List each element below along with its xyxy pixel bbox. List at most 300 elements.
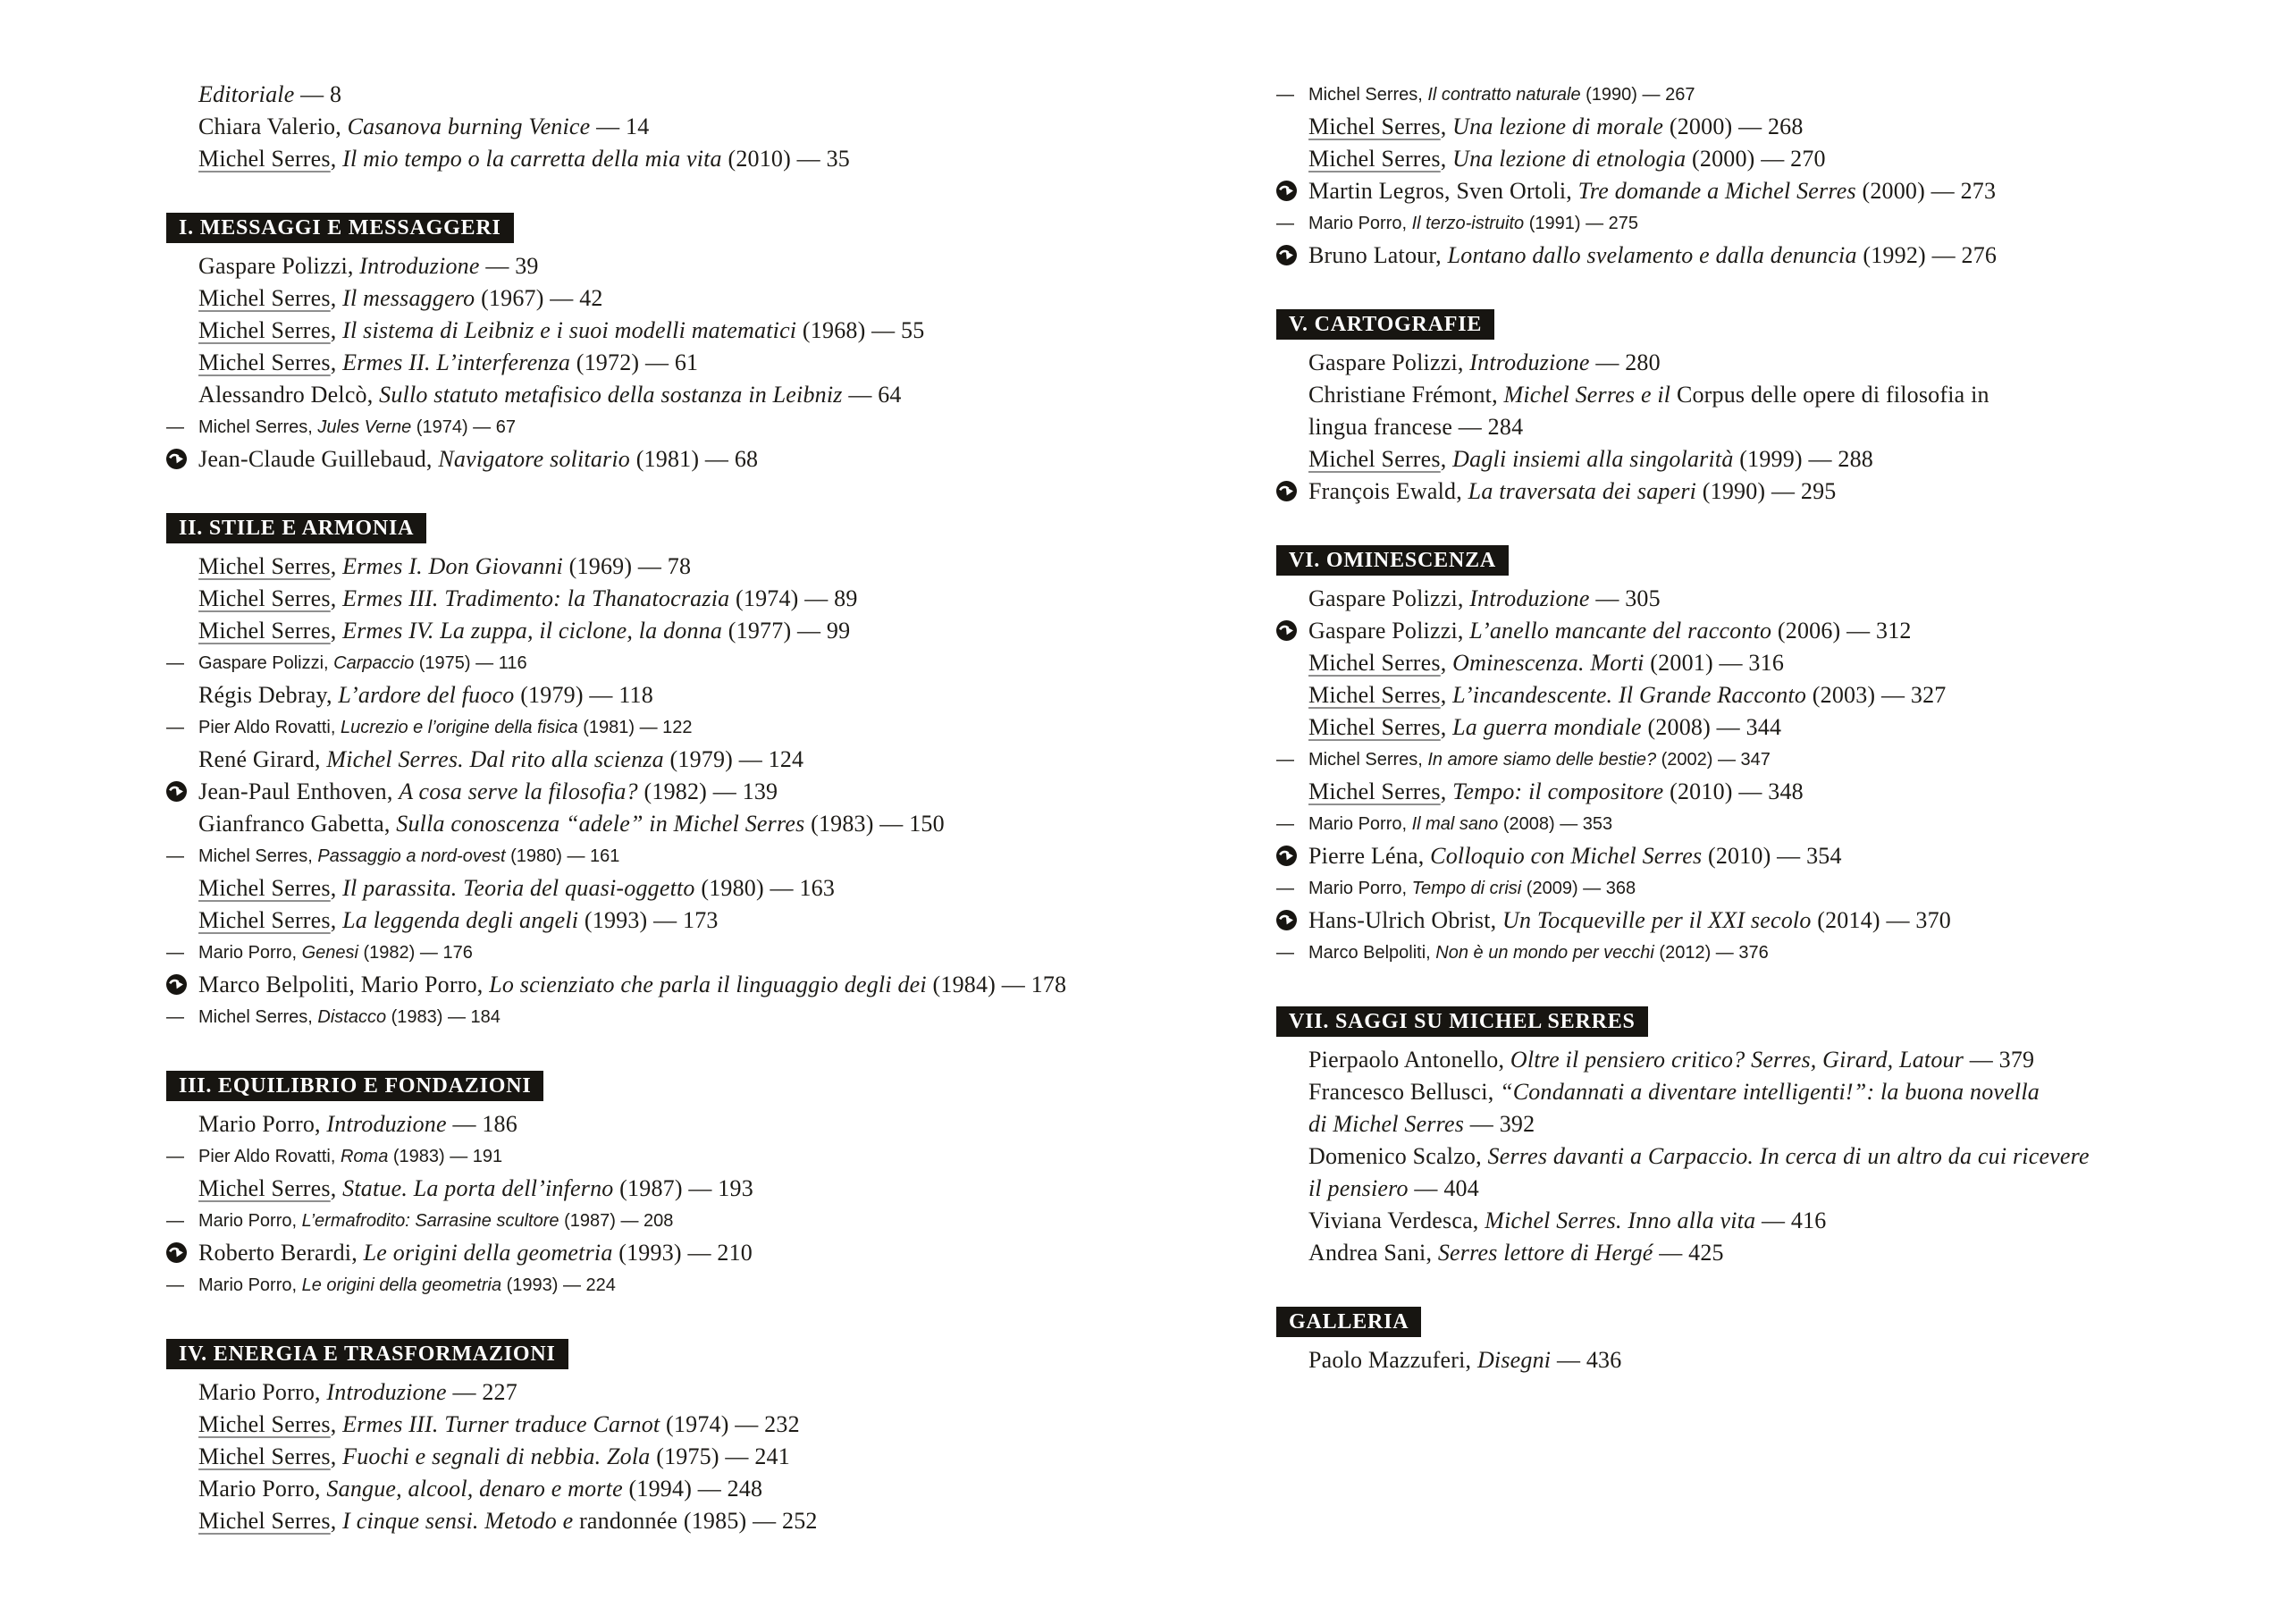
entry-title: Michel Serres. Inno alla vita [1485,1207,1756,1233]
author-link[interactable]: Michel Serres [198,349,331,375]
dash-marker: — [166,718,184,737]
section-header-row [1276,1307,2259,1337]
author-link[interactable]: Michel Serres [198,553,331,579]
entry-text: (1975) — 241 [650,1443,790,1469]
dash-marker: — [166,1211,184,1231]
entry-title: Colloquio con Michel Serres [1430,843,1703,869]
entry-text: , [330,349,343,375]
entry-text: Andrea Sani, [1308,1240,1438,1266]
toc-entry [166,840,1239,872]
section-header-row [166,1071,1239,1101]
entry-text: (2006) — 312 [1771,618,1912,644]
entry-title: Le origini della geometria [363,1240,613,1266]
entry-text: (2000) — 270 [1686,146,1826,172]
toc-entry [166,411,1239,443]
toc-entry [1276,937,2259,969]
entry-text: (2002) — 347 [1656,750,1771,770]
entry-text: Christiane Frémont, [1308,382,1504,408]
toc-entry [166,1441,1239,1473]
entry-text: (1994) — 248 [622,1476,763,1502]
toc-entry [166,905,1239,937]
dash-marker: — [1276,943,1294,963]
entry-title: Navigatore solitario [438,446,630,472]
toc-column-left [166,79,1239,1537]
section-header-row [166,513,1239,543]
section-header: VII. SAGGI SU MICHEL SERRES [1276,1006,1648,1037]
entry-text: (2012) — 376 [1653,943,1769,963]
author-link[interactable]: Michel Serres [198,1443,331,1469]
entry-text: — 39 [479,253,539,279]
entry-text: (2003) — 327 [1806,682,1947,708]
entry-title: Jules Verne [317,417,412,437]
entry-title: Serres davanti a Carpaccio. In cerca di un altro da cui ricevere [1487,1143,2090,1169]
entry-title: Un Tocqueville per il XXI secolo [1502,907,1812,933]
entry-text: — 392 [1464,1111,1535,1137]
entry-title: Passaggio a nord-ovest [317,846,506,866]
dash-marker: — [1276,879,1294,898]
entry-title: Una lezione di morale [1452,114,1664,139]
entry-text: Mario Porro, [198,943,302,963]
entry-text: , [330,553,343,579]
toc-entry-list [1276,1344,2259,1376]
dash-marker: — [166,846,184,866]
section-header-row [1276,309,2259,340]
entry-title: Introduzione [326,1111,447,1137]
author-link[interactable]: Michel Serres [198,1508,331,1534]
entry-text: Corpus delle opere di filosofia in [1676,382,1989,408]
entry-title: I cinque sensi. Metodo e [342,1508,580,1534]
entry-text: Bruno Latour, [1308,242,1448,268]
toc-entry [1276,347,2259,379]
entry-title: Tempo: il compositore [1452,778,1664,804]
toc-entry-list [1276,79,2259,272]
entry-text: , [330,875,343,901]
entry-title: Lo scienziato che parla il linguaggio degli dei [489,972,927,997]
entry-text: Martin Legros, Sven Ortoli, [1308,178,1578,204]
entry-text: — 280 [1589,349,1661,375]
section-header-row [166,1339,1239,1369]
section-header: VI. OMINESCENZA [1276,545,1509,576]
entry-title: Introduzione [1469,585,1590,611]
entry-text: Gaspare Polizzi, [1308,349,1470,375]
toc-entry-list [166,1376,1239,1537]
entry-text: Marco Belpoliti, [1308,943,1436,963]
author-link[interactable]: Michel Serres [198,1411,331,1437]
toc-entry [166,250,1239,282]
toc-entry [166,315,1239,347]
toc-entry [166,647,1239,679]
entry-title: Casanova burning Venice [347,114,591,139]
entry-text: François Ewald, [1308,478,1468,504]
section-header: V. CARTOGRAFIE [1276,309,1494,340]
entry-text: Alessandro Delcò, [198,382,380,408]
toc-column-right [1276,79,2259,1376]
entry-text: Domenico Scalzo, [1308,1143,1488,1169]
toc-entry [166,1505,1239,1537]
toc-entry [1276,840,2259,872]
author-link[interactable]: Michel Serres [1308,682,1441,708]
entry-text: (1983) — 150 [804,811,945,837]
toc-entry [1276,79,2259,111]
entry-text: , [1440,146,1453,172]
toc-entry [166,1376,1239,1409]
toc-entry [166,937,1239,969]
entry-title: Il sistema di Leibniz e i suoi modelli matematici [342,317,797,343]
entry-title: Non è un mondo per vecchi [1435,943,1654,963]
entry-text: , [330,317,343,343]
entry-title: Distacco [317,1007,387,1027]
toc-entry [1276,475,2259,508]
entry-text: Viviana Verdesca, [1308,1207,1485,1233]
entry-text: — 436 [1551,1347,1622,1373]
toc-entry [1276,711,2259,744]
toc-entry [166,1001,1239,1033]
entry-text: Mario Porro, [198,1211,302,1231]
toc-entry [1276,143,2259,175]
entry-text: Mario Porro, [198,1275,302,1295]
toc-entry [1276,1044,2259,1076]
circled-arrow-icon [1276,910,1297,930]
entry-title: In amore siamo delle bestie? [1427,750,1657,770]
toc-entry [166,711,1239,744]
entry-text: (2008) — 353 [1498,814,1613,834]
entry-title: Lucrezio e l’origine della fisica [340,718,578,737]
dash-marker: — [166,1007,184,1027]
entry-text: Paolo Mazzuferi, [1308,1347,1477,1373]
section-header: III. EQUILIBRIO E FONDAZIONI [166,1071,543,1101]
entry-text: Mario Porro, [198,1476,327,1502]
section-header: II. STILE E ARMONIA [166,513,426,543]
entry-text: — 186 [446,1111,517,1137]
toc-entry [166,776,1239,808]
entry-text: — 379 [1964,1047,2035,1073]
toc-entry-list [166,79,1239,175]
circled-arrow-icon [1276,181,1297,201]
section-header-row [166,213,1239,243]
entry-text: — 64 [842,382,902,408]
entry-title: Ermes IV. La zuppa, il ciclone, la donna [342,618,723,644]
entry-text: (1990) — 295 [1696,478,1837,504]
entry-title: Ermes II. L’interferenza [342,349,571,375]
entry-text: (1993) — 173 [578,907,719,933]
dash-marker: — [166,653,184,673]
entry-title: L’ardore del fuoco [338,682,515,708]
entry-text: (2010) — 348 [1663,778,1804,804]
circled-arrow-icon [166,781,187,802]
dash-marker: — [1276,814,1294,834]
toc-entry [166,1173,1239,1205]
author-link[interactable]: Michel Serres [198,285,331,311]
entry-text: (2008) — 344 [1641,714,1782,740]
entry-text: (1974) — 232 [660,1411,800,1437]
toc-entry [166,583,1239,615]
author-link[interactable]: Michel Serres [198,146,331,172]
toc-entry [166,111,1239,143]
toc-entry [166,872,1239,905]
entry-text: (1975) — 116 [414,653,527,673]
entry-text: (1968) — 55 [796,317,925,343]
toc-entry [1276,808,2259,840]
entry-title: La traversata dei saperi [1468,478,1697,504]
toc-entry [166,347,1239,379]
entry-text: (1993) — 224 [501,1275,616,1295]
circled-arrow-icon [1276,245,1297,265]
entry-text: Mario Porro, [1308,214,1412,233]
toc-entry [1276,175,2259,207]
entry-text: Hans-Ulrich Obrist, [1308,907,1503,933]
entry-text: , [330,1443,343,1469]
circled-arrow-icon [1276,846,1297,866]
author-link[interactable]: Michel Serres [1308,650,1441,676]
entry-text: (1990) — 267 [1580,85,1695,105]
toc-entry [1276,615,2259,647]
entry-title: Ermes III. Turner traduce Carnot [342,1411,660,1437]
entry-text: René Girard, [198,746,327,772]
dash-marker: — [166,1275,184,1295]
entry-title: Il mio tempo o la carretta della mia vita [342,146,722,172]
dash-marker: — [166,943,184,963]
toc-entry [1276,647,2259,679]
entry-text: , [330,285,343,311]
entry-title: Le origini della geometria [301,1275,502,1295]
toc-entry [166,143,1239,175]
entry-text: (1993) — 210 [612,1240,753,1266]
author-link[interactable]: Michel Serres [198,585,331,611]
entry-text: Francesco Bellusci, [1308,1079,1501,1105]
entry-text: Mario Porro, [198,1111,327,1137]
circled-arrow-icon [166,1242,187,1263]
author-link[interactable]: Michel Serres [198,618,331,644]
section-header: GALLERIA [1276,1307,1421,1337]
entry-text: , [330,585,343,611]
entry-text: (1991) — 275 [1524,214,1639,233]
toc-entry [1276,905,2259,937]
toc-entry [1276,207,2259,240]
entry-text: (2010) — 35 [721,146,850,172]
author-link[interactable]: Michel Serres [1308,146,1441,172]
entry-text: Chiara Valerio, [198,114,348,139]
entry-title: L’anello mancante del racconto [1469,618,1772,644]
toc-entry [166,1108,1239,1140]
entry-text: Gaspare Polizzi, [1308,618,1470,644]
entry-text: , [330,1411,343,1437]
circled-arrow-icon [1276,481,1297,501]
entry-title: A cosa serve la filosofia? [399,778,638,804]
entry-title: Sangue, alcool, denaro e morte [326,1476,623,1502]
entry-text: (2010) — 354 [1702,843,1842,869]
entry-title: Ominescenza. Morti [1452,650,1644,676]
entry-text: (2000) — 268 [1663,114,1804,139]
entry-text: Pierpaolo Antonello, [1308,1047,1510,1073]
entry-text: , [330,1175,343,1201]
entry-text: , [330,907,343,933]
entry-title: La guerra mondiale [1452,714,1642,740]
toc-entry [166,1473,1239,1505]
toc-entry [166,1237,1239,1269]
entry-title: Sulla conoscenza “adele” in Michel Serres [396,811,805,837]
toc-entry [166,551,1239,583]
entry-text: (1981) — 122 [577,718,693,737]
section-header: I. MESSAGGI E MESSAGGERI [166,213,514,243]
entry-text: (2001) — 316 [1644,650,1785,676]
toc-entry [1276,1205,2259,1237]
entry-title: Genesi [301,943,358,963]
entry-text: (1979) — 118 [514,682,653,708]
entry-text: Gaspare Polizzi, [1308,585,1470,611]
entry-title: Ermes III. Tradimento: la Thanatocrazia [342,585,730,611]
entry-text: , [1440,682,1453,708]
entry-text: , [1440,650,1453,676]
entry-text: (1980) — 163 [694,875,836,901]
entry-title: Il parassita. Teoria del quasi-oggetto [342,875,695,901]
section-header-row [1276,1006,2259,1037]
entry-title: Sullo statuto metafisico della sostanza in Leibniz [379,382,843,408]
entry-text: (1983) — 184 [386,1007,500,1027]
author-link[interactable]: Michel Serres [198,907,331,933]
author-link[interactable]: Michel Serres [198,317,331,343]
toc-entry [166,443,1239,475]
toc-entry [166,1269,1239,1301]
dash-marker: — [1276,214,1294,233]
toc-entry [1276,872,2259,905]
toc-entry [166,744,1239,776]
toc-entry [166,79,1239,111]
entry-text: Michel Serres, [198,417,318,437]
entry-text: Pierre Léna, [1308,843,1431,869]
toc-entry [166,1205,1239,1237]
entry-text: Gaspare Polizzi, [198,253,360,279]
entry-text: (1974) — 89 [729,585,858,611]
entry-text: Jean-Paul Enthoven, [198,778,400,804]
entry-title: Fuochi e segnali di nebbia. Zola [342,1443,651,1469]
entry-title: Introduzione [359,253,480,279]
entry-text: randonnée [579,1508,678,1534]
entry-title: Il mal sano [1411,814,1499,834]
toc-entry [1276,111,2259,143]
toc-entry [1276,1076,2259,1140]
circled-arrow-icon [1276,620,1297,641]
entry-text: , [330,618,343,644]
author-link[interactable]: Michel Serres [1308,714,1441,740]
toc-entry-list [1276,1044,2259,1269]
entry-text: (1987) — 208 [559,1211,674,1231]
toc-entry [1276,1344,2259,1376]
toc-entry-list [166,1108,1239,1301]
toc-entry [1276,240,2259,272]
dash-marker: — [1276,85,1294,105]
author-link[interactable]: Michel Serres [1308,778,1441,804]
toc-entry-list [166,250,1239,475]
entry-title: Una lezione di etnologia [1452,146,1687,172]
entry-text: — 305 [1589,585,1661,611]
toc-entry [166,1140,1239,1173]
toc-entry [1276,744,2259,776]
toc-entry-list [1276,583,2259,969]
dash-marker: — [166,417,184,437]
entry-text: (1984) — 178 [926,972,1067,997]
toc-entry [1276,679,2259,711]
toc-entry [1276,1140,2259,1205]
entry-title: Statue. La porta dell’inferno [342,1175,614,1201]
entry-text: — 227 [446,1379,517,1405]
toc-entry [1276,379,2259,443]
entry-text: — 14 [590,114,650,139]
author-link[interactable]: Michel Serres [1308,114,1441,139]
entry-text: — 404 [1408,1175,1479,1201]
entry-title: di Michel Serres [1308,1111,1465,1137]
section-header: IV. ENERGIA E TRASFORMAZIONI [166,1339,568,1369]
author-link[interactable]: Michel Serres [198,875,331,901]
section-header-row [1276,545,2259,576]
entry-title: Dagli insiemi alla singolarità [1452,446,1734,472]
circled-arrow-icon [166,974,187,995]
entry-text: Michel Serres, [198,1007,318,1027]
entry-text: (1977) — 99 [722,618,851,644]
entry-text: Pier Aldo Rovatti, [198,1147,341,1166]
toc-entry [166,282,1239,315]
entry-text: — 8 [294,81,342,107]
entry-text: Pier Aldo Rovatti, [198,718,341,737]
entry-text: (1980) — 161 [505,846,620,866]
entry-text: (1981) — 68 [630,446,759,472]
entry-title: Tre domande a Michel Serres [1577,178,1856,204]
entry-text: (1982) — 176 [358,943,473,963]
entry-text: (1967) — 42 [475,285,603,311]
entry-text: (1969) — 78 [562,553,692,579]
entry-text: (1979) — 124 [663,746,804,772]
entry-text: (1983) — 191 [388,1147,503,1166]
entry-text: (1972) — 61 [570,349,699,375]
author-link[interactable]: Michel Serres [1308,446,1441,472]
author-link[interactable]: Michel Serres [198,1175,331,1201]
toc-entry [1276,1237,2259,1269]
entry-text: — 425 [1653,1240,1724,1266]
entry-text: Marco Belpoliti, Mario Porro, [198,972,490,997]
entry-text: Michel Serres, [1308,85,1428,105]
toc-entry-list [1276,347,2259,508]
entry-title: Il terzo-istruito [1411,214,1525,233]
toc-entry [166,379,1239,411]
entry-text: (1985) — 252 [677,1508,818,1534]
entry-text: Michel Serres, [1308,750,1428,770]
entry-text: Jean-Claude Guillebaud, [198,446,439,472]
entry-text: (2000) — 273 [1855,178,1997,204]
entry-text: Gianfranco Gabetta, [198,811,397,837]
entry-title: L’incandescente. Il Grande Racconto [1452,682,1807,708]
entry-title: il pensiero [1308,1175,1409,1201]
toc-entry [1276,583,2259,615]
entry-text: (1987) — 193 [613,1175,753,1201]
entry-text: Michel Serres, [198,846,318,866]
entry-title: Carpaccio [333,653,415,673]
toc-entry [1276,776,2259,808]
dash-marker: — [1276,750,1294,770]
entry-text: lingua francese — 284 [1308,414,1524,440]
entry-title: Disegni [1476,1347,1552,1373]
toc-entry [1276,443,2259,475]
entry-text: Mario Porro, [1308,814,1412,834]
entry-title: L’ermafrodito: Sarrasine scultore [301,1211,559,1231]
toc-entry [166,615,1239,647]
entry-text: — 416 [1755,1207,1827,1233]
entry-text: , [1440,114,1453,139]
entry-title: “Condannati a diventare intelligenti!”: la buona novella [1500,1079,2040,1105]
entry-title: Introduzione [1469,349,1590,375]
entry-text: , [1440,446,1453,472]
entry-title: Michel Serres e il [1503,382,1677,408]
entry-text: Gaspare Polizzi, [198,653,334,673]
toc-entry [166,969,1239,1001]
